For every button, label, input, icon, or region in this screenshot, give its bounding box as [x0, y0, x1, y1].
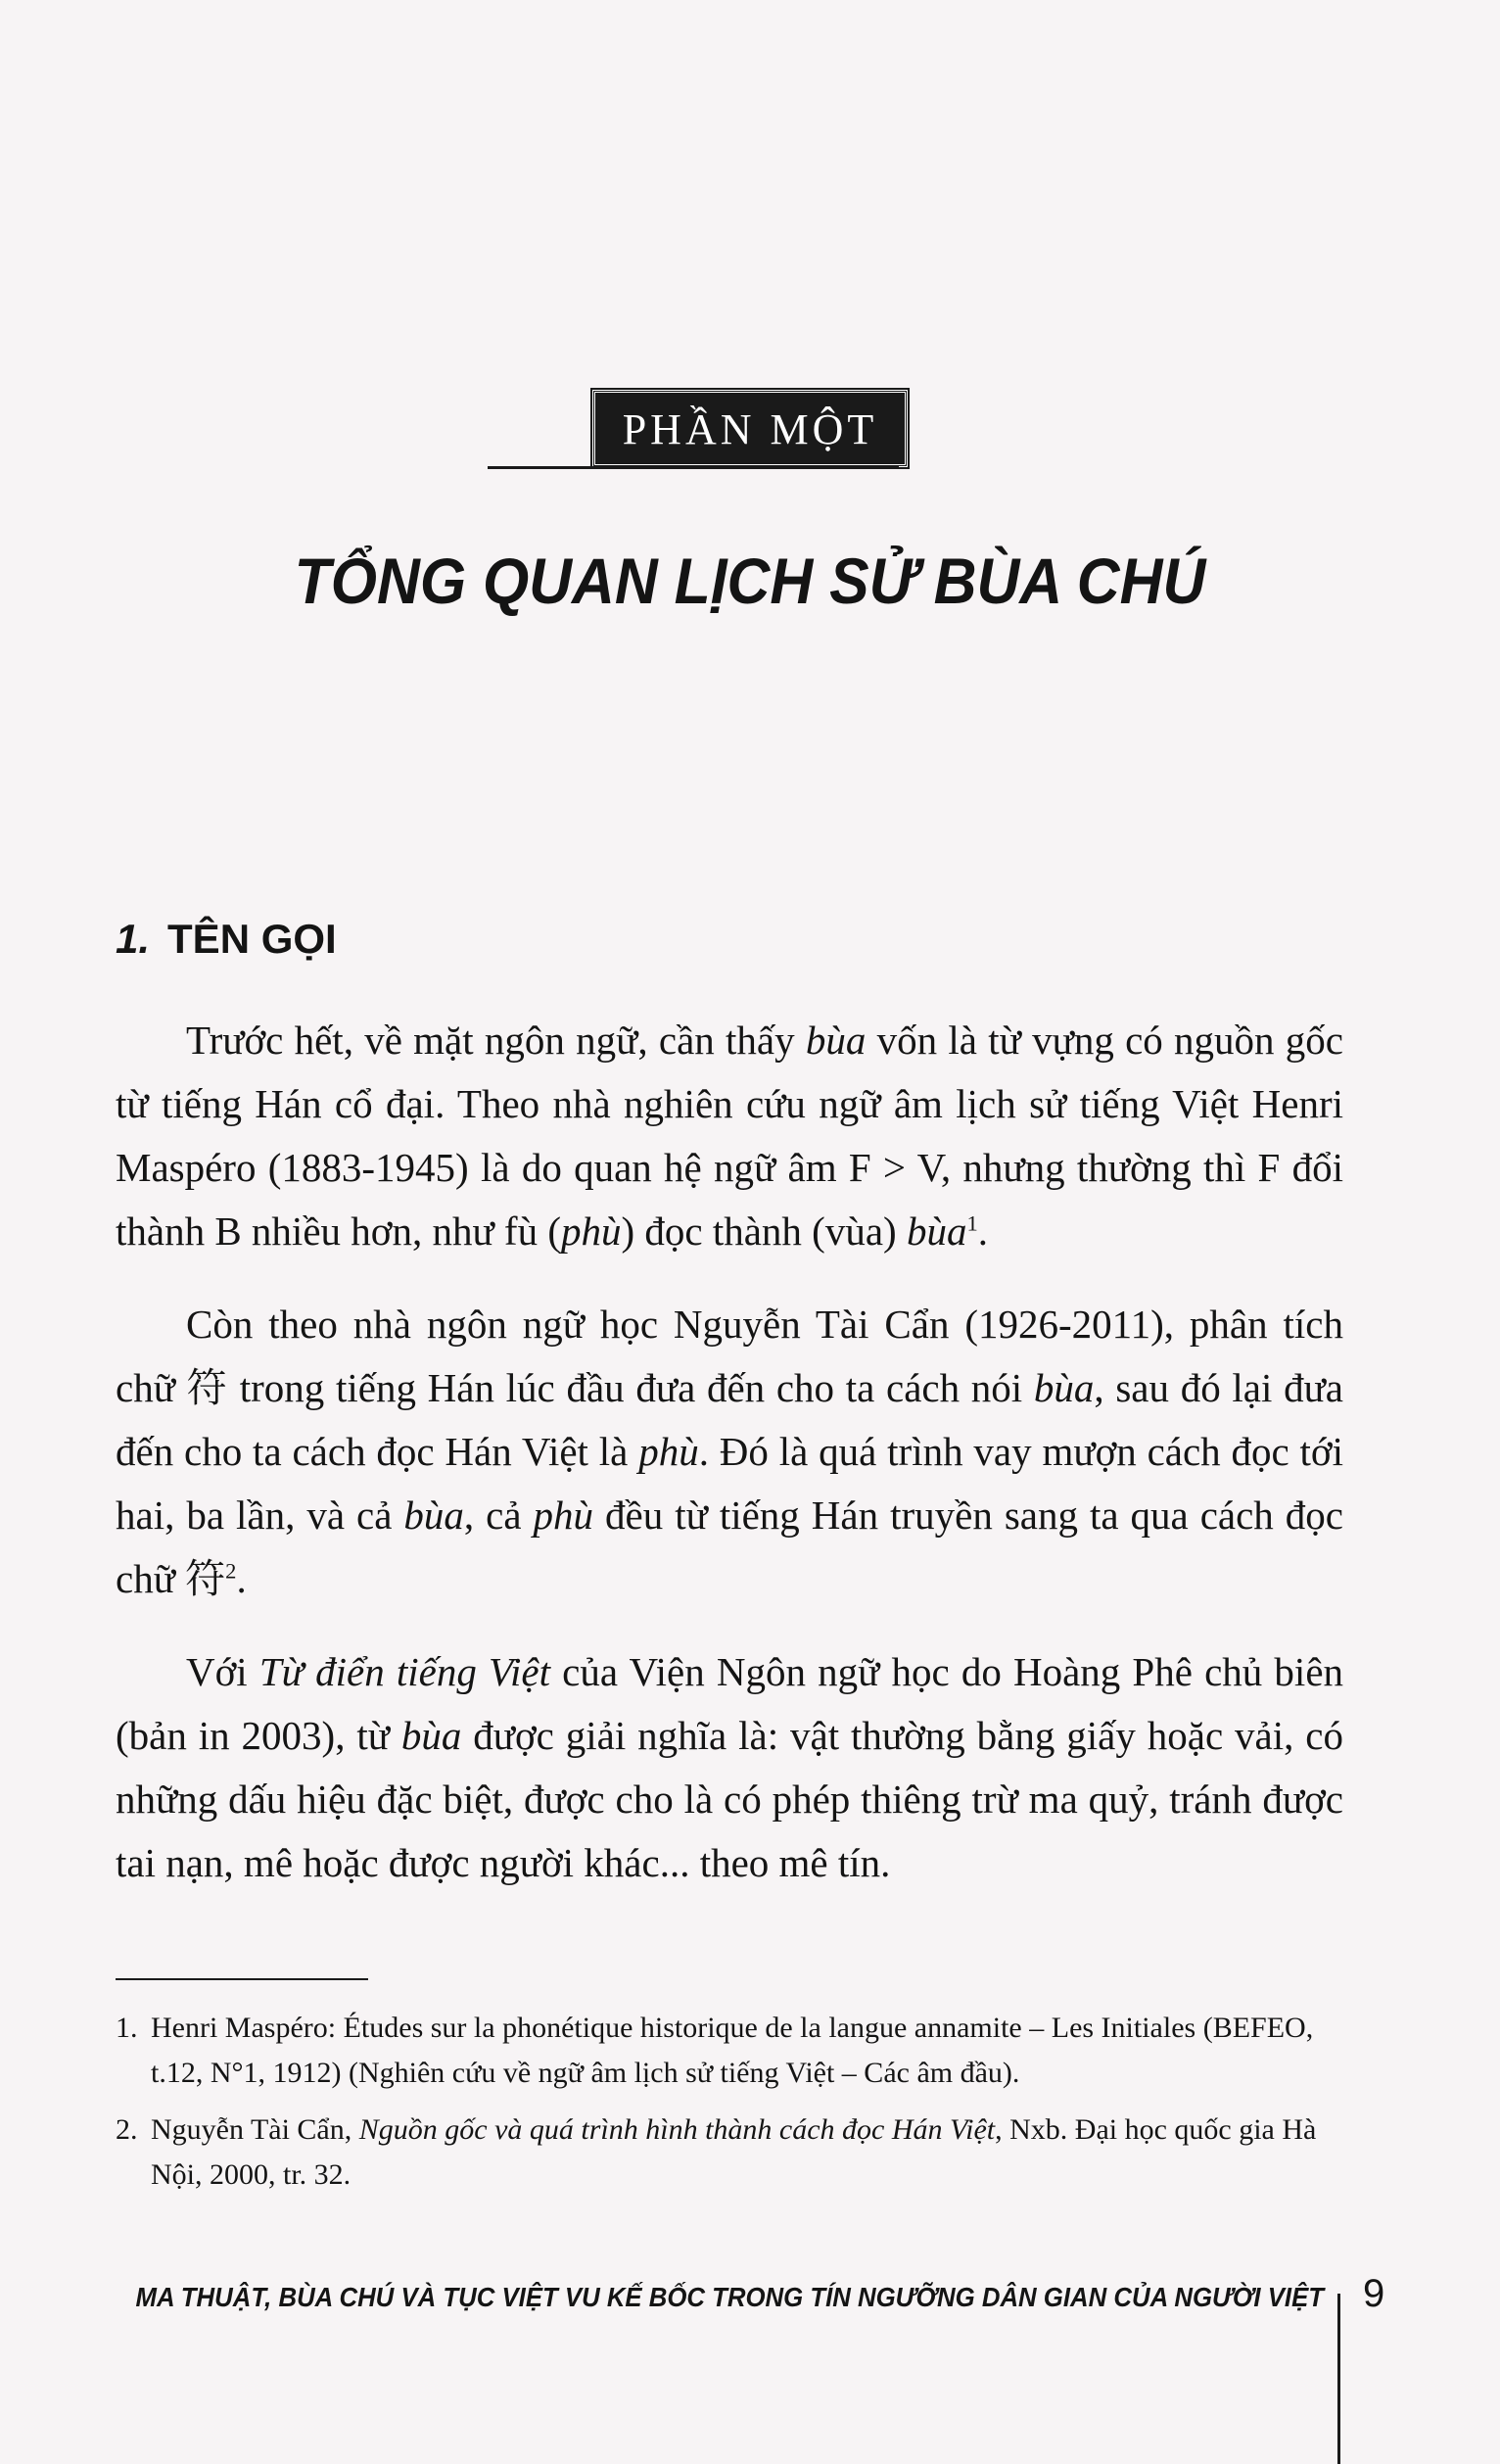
text-run: , Nxb. Đại học quốc gia Hà Nội, 2000, tr. 32.: [151, 2113, 1317, 2191]
footnotes: [116, 2006, 1343, 2209]
italic-term: bùa: [805, 1018, 867, 1063]
footnote-text: Henri Maspéro: Études sur la phonétique historique de la langue annamite – Les Initiales (BEFEO, t.12, N°1, 1912) (Nghiên cứu về ngữ âm lịch sử tiếng Việt – Các âm đầu).: [151, 2012, 1314, 2089]
part-label: PHẦN MỘT: [592, 390, 909, 467]
text-run: vốn là từ vựng có nguồn gốc từ tiếng Hán cổ đại. Theo nhà nghiên cứu ngữ âm lịch sử tiếng Việt Henri Maspéro (1883-1945) là do quan hệ ngữ âm F > V, nhưng thường thì F đổi thành B nhiều hơn, như fù (: [116, 1018, 1343, 1254]
part-divider: [488, 466, 899, 469]
text-run: .: [977, 1208, 988, 1254]
italic-term: bùa: [403, 1493, 464, 1538]
text-run: của Viện Ngôn ngữ học do Hoàng Phê chủ biên (bản in 2003), từ: [116, 1649, 1344, 1758]
footnote-1: [116, 2006, 1343, 2096]
text-run: đều từ tiếng Hán truyền sang ta qua cách đọc chữ 符: [116, 1493, 1343, 1601]
italic-term: bùa: [906, 1208, 967, 1254]
section-title: TÊN GỌI: [167, 916, 337, 962]
footnote-divider: [116, 1978, 368, 1980]
body-text: [116, 1009, 1343, 1924]
text-run: , cả: [463, 1493, 534, 1538]
text-run: Với: [186, 1649, 259, 1694]
italic-term: phù: [560, 1208, 622, 1254]
running-footer-title: MA THUẬT, BÙA CHÚ VÀ TỤC VIỆT VU KẾ BỐC TRONG TÍN NGƯỠNG DÂN GIAN CỦA NGƯỜI VIỆT: [135, 2282, 1324, 2312]
footnote-2: [116, 2108, 1343, 2198]
text-run: được giải nghĩa là: vật thường bằng giấy hoặc vải, có những dấu hiệu đặc biệt, được cho là có phép thiêng trừ ma quỷ, tránh được tai nạn, mê hoặc được người khác... theo mê tín.: [116, 1713, 1343, 1885]
text-run: Nguyễn Tài Cẩn,: [151, 2113, 359, 2146]
paragraph-2: [116, 1293, 1343, 1611]
footnote-ref-2[interactable]: 2: [225, 1558, 237, 1584]
italic-term: bùa: [400, 1713, 462, 1758]
italic-term: phù: [638, 1429, 699, 1474]
footnote-number: 1.: [116, 2012, 138, 2044]
text-run: ) đọc thành (vùa): [621, 1208, 907, 1254]
page-number: 9: [1363, 2272, 1385, 2315]
part-title: TỔNG QUAN LỊCH SỬ BÙA CHÚ: [294, 545, 1206, 617]
italic-title: Nguồn gốc và quá trình hình thành cách đọc Hán Việt: [358, 2113, 996, 2146]
page-footer: [0, 2274, 1500, 2333]
paragraph-1: [116, 1009, 1343, 1263]
text-run: . Đó là quá trình vay mượn cách đọc tới hai, ba lần, và cả: [116, 1429, 1343, 1538]
text-run: Trước hết, về mặt ngôn ngữ, cần thấy: [186, 1018, 806, 1063]
italic-term: phù: [533, 1493, 594, 1538]
footer-vertical-rule: [1337, 2294, 1340, 2464]
footnote-text: [151, 2108, 1343, 2198]
section-heading: [116, 916, 337, 963]
text-run: , sau đó lại đưa đến cho ta cách đọc Hán Việt là: [116, 1365, 1343, 1474]
footnote-ref-1[interactable]: 1: [966, 1210, 978, 1236]
part-label-wrapper: [0, 390, 1500, 467]
section-number: 1.: [116, 916, 151, 962]
text-run: Còn theo nhà ngôn ngữ học Nguyễn Tài Cẩn (1926-2011), phân tích chữ 符 trong tiếng Hán lúc đầu đưa đến cho ta cách nói: [116, 1302, 1343, 1410]
paragraph-3: [116, 1640, 1343, 1895]
footnote-number: 2.: [116, 2113, 138, 2146]
italic-term: Từ điển tiếng Việt: [258, 1649, 551, 1694]
text-run: .: [236, 1556, 247, 1601]
italic-term: bùa: [1033, 1365, 1095, 1410]
